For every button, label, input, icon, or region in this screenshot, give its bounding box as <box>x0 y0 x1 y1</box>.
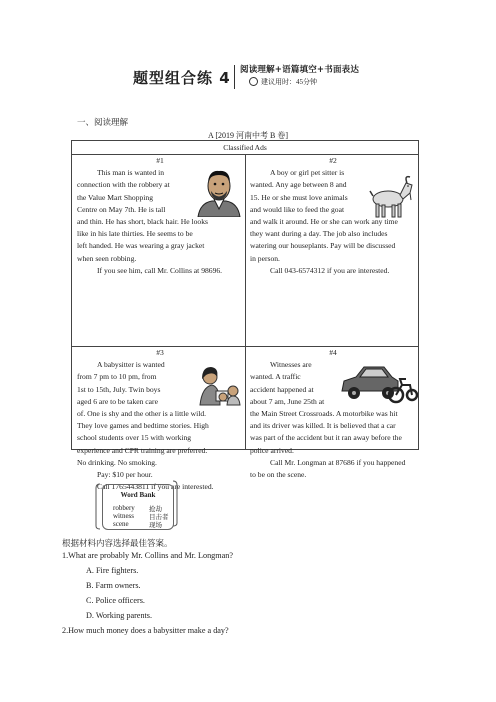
ad-line: A babysitter is wanted <box>97 360 165 370</box>
ad-line: and walk it around. He or she can work any time <box>250 217 398 227</box>
question-2-stem: 2.How much money does a babysitter make a day? <box>62 626 229 635</box>
ad-line: If you see him, call Mr. Collins at 98696. <box>97 265 223 275</box>
ad-line: This man is wanted in <box>97 168 165 178</box>
section-heading: 一、阅读理解 <box>77 118 129 128</box>
question-1-option-d: D. Working parents. <box>86 611 153 620</box>
word-bank-box <box>102 484 174 530</box>
word-chinese: 现场 <box>149 521 162 529</box>
ad-line: wanted. Any age between 8 and <box>250 180 347 190</box>
exercise-subtitle: 阅读理解+语篇填空+书面表达 <box>240 65 360 75</box>
ad-line: and its driver was killed. It is believed that a car <box>250 421 396 431</box>
clock-icon <box>249 77 258 86</box>
ad-line: Call 1765443811 if you are interested. <box>97 482 214 492</box>
ad-line: about 7 am, June 25th at <box>250 396 325 406</box>
ad-line: Call 043-6574312 if you are interested. <box>270 265 390 275</box>
column-divider <box>245 154 246 449</box>
word-bank-entry <box>113 520 173 528</box>
ad-line: from 7 pm to 10 pm, from <box>77 372 157 382</box>
question-1-stem: 1.What are probably Mr. Collins and Mr. Longman? <box>62 551 233 560</box>
ad-line: when seen robbing. <box>77 253 137 263</box>
ad-line: left handed. He was wearing a gray jacket <box>77 241 205 251</box>
word-bank <box>94 480 179 530</box>
ad-line: police arrived. <box>250 445 294 455</box>
word-english: scene <box>113 520 129 528</box>
ad-line: 15. He or she must love animals <box>250 192 348 202</box>
question-1-option-b: B. Farm owners. <box>86 581 141 590</box>
ad-line: No drinking. No smoking. <box>77 457 157 467</box>
babysitter-with-children-image <box>196 361 244 407</box>
word-bank-entry <box>113 504 173 512</box>
suspect-portrait-image <box>194 169 244 217</box>
instruction: 根据材料内容选择最佳答案。 <box>62 539 173 549</box>
ad-line: 1st to 15th, July. Twin boys <box>77 384 161 394</box>
ad-line: was part of the accident but it ran away before the <box>250 433 402 443</box>
header-divider <box>234 65 235 89</box>
ad-line: school students over 15 with working <box>77 433 192 443</box>
suggested-time: 建议用时：45分钟 <box>261 78 317 86</box>
ad-line: aged 6 are to be taken care <box>77 396 158 406</box>
exercise-title: 题型组合练 4 <box>133 69 231 87</box>
ad-line: the Main Street Crossroads. A motorbike was hit <box>250 409 398 419</box>
word-bank-entry <box>113 512 173 520</box>
ad-line: Centre on May 7th. He is tall <box>77 204 166 214</box>
ad-line: they want during a day. The job also includes <box>250 229 388 239</box>
ad-line: Call Mr. Longman at 87686 if you happened <box>270 457 406 467</box>
ad-number: #3 <box>156 348 164 357</box>
ad-line: watering our houseplants. Pay will be discussed <box>250 241 396 251</box>
ad-line: They love games and bedtime stories. High <box>77 421 209 431</box>
question-1-option-a: A. Fire fighters. <box>86 566 139 575</box>
ad-line: and would like to feed the goat <box>250 204 345 214</box>
word-chinese: 目击者 <box>149 513 169 521</box>
ad-line: accident happened at <box>250 384 314 394</box>
ad-line: of. One is shy and the other is a little wild. <box>77 409 207 419</box>
goat-image <box>368 173 416 219</box>
ad-line: connection with the robbery at <box>77 180 170 190</box>
ad-line: the Value Mart Shopping <box>77 192 153 202</box>
ad-line: A boy or girl pet sitter is <box>270 168 345 178</box>
ad-line: like in his late thirties. He seems to be <box>77 229 193 239</box>
word-english: witness <box>113 512 134 520</box>
ad-number: #1 <box>156 156 164 165</box>
ad-line: Witnesses are <box>270 360 312 370</box>
car-and-motorbike-image <box>340 355 418 405</box>
exercise-header <box>133 63 373 91</box>
ad-line: and thin. He has short, black hair. He looks <box>77 217 208 227</box>
ad-line: Pay: $10 per hour. <box>97 470 153 480</box>
classified-ads-table <box>71 140 419 492</box>
question-1-option-c: C. Police officers. <box>86 596 145 605</box>
ad-line: experience and CPR training are preferred. <box>77 445 208 455</box>
ads-table-title: Classified Ads <box>72 141 418 155</box>
ad-line: to be on the scene. <box>250 470 307 480</box>
word-chinese: 抢劫 <box>149 505 162 513</box>
ad-line: in person. <box>250 253 280 263</box>
word-bank-title: Word Bank <box>120 491 156 499</box>
ad-number: #4 <box>329 348 337 357</box>
ad-number: #2 <box>329 156 337 165</box>
passage-source: A [2019 河南中考 B 卷] <box>208 131 288 140</box>
word-english: robbery <box>113 504 135 512</box>
ad-line: wanted. A traffic <box>250 372 301 382</box>
